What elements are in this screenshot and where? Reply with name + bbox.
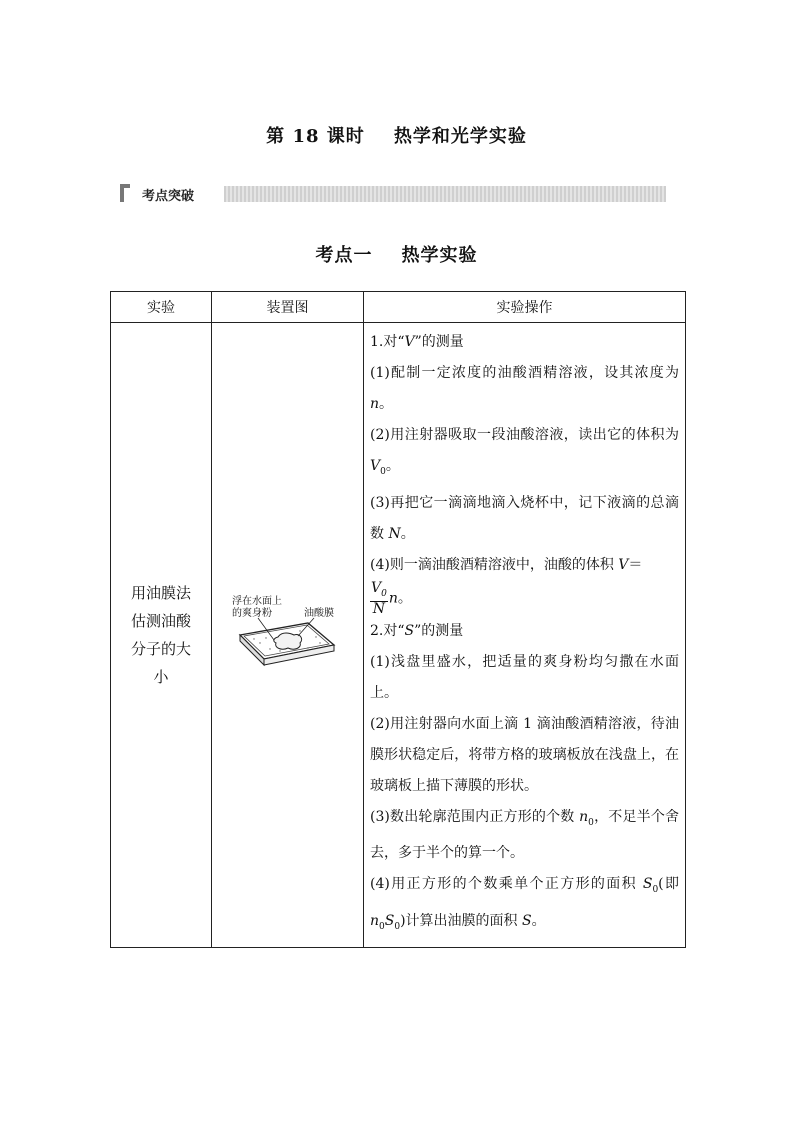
- header-experiment: 实验: [111, 292, 212, 323]
- diagram-label-film: 油酸膜: [303, 607, 334, 619]
- v-step-1: (1)配制一定浓度的油酸酒精溶液，设其浓度为 n。: [370, 365, 679, 412]
- diagram-label-powder-2: 的爽身粉: [231, 607, 272, 619]
- tray-side-left: [240, 635, 264, 665]
- header-diagram: 装置图: [212, 292, 364, 323]
- table-header-row: [111, 292, 686, 323]
- diagram-label-powder-1: 浮在水面上: [231, 595, 282, 607]
- s-step-2: (2)用注射器向水面上滴 1 滴油酸酒精溶液，待油膜形状稳定后，将带方格的玻璃板放在浅盘上，在玻璃板上描下薄膜的形状。: [370, 715, 679, 794]
- s-step-4: (4)用正方形的个数乘单个正方形的面积 $S_0$(即 $n_0S_0$)计算出油膜的面积 S。: [370, 876, 679, 932]
- header-operations: 实验操作: [364, 292, 686, 323]
- operations-cell: [364, 323, 686, 948]
- section-banner: [120, 184, 666, 204]
- v-step-2: (2)用注射器吸取一段油酸溶液，读出它的体积为 $V_0$。: [370, 427, 679, 477]
- section-heading: 考点一 热学实验: [315, 245, 478, 266]
- banner-corner-mark: [120, 184, 130, 202]
- experiment-name-cell: [111, 323, 212, 948]
- table-row: [111, 323, 686, 948]
- diagram-cell: [212, 323, 364, 948]
- volume-fraction: $\frac{V_0}{N}$: [371, 579, 387, 617]
- banner-bar: [224, 186, 666, 202]
- v-measure-heading: 1.对“V”的测量: [370, 334, 464, 350]
- v-step-4: (4)则一滴油酸酒精溶液中，油酸的体积 V＝ $\frac{V_0}{N}$ n。: [370, 556, 643, 617]
- oil-film-shape: [273, 633, 301, 649]
- page-title: 第 18 课时 热学和光学实验: [266, 126, 527, 147]
- oil-film-apparatus-diagram: [230, 593, 346, 673]
- banner-label: 考点突破: [142, 189, 195, 204]
- experiment-table: [110, 291, 686, 948]
- leader-line-film: [298, 618, 314, 636]
- s-measure-heading: 2.对“S”的测量: [370, 622, 464, 639]
- s-step-3: (3)数出轮廓范围内正方形的个数 $n_0$，不足半个舍去，多于半个的算一个。: [370, 808, 680, 862]
- experiment-name: 用油膜法估测油酸分子的大小: [130, 583, 191, 686]
- v-step-3: (3)再把它一滴滴地滴入烧杯中，记下液滴的总滴数 N。: [370, 494, 679, 542]
- s-step-1: (1)浅盘里盛水，把适量的爽身粉均匀撒在水面上。: [370, 653, 679, 701]
